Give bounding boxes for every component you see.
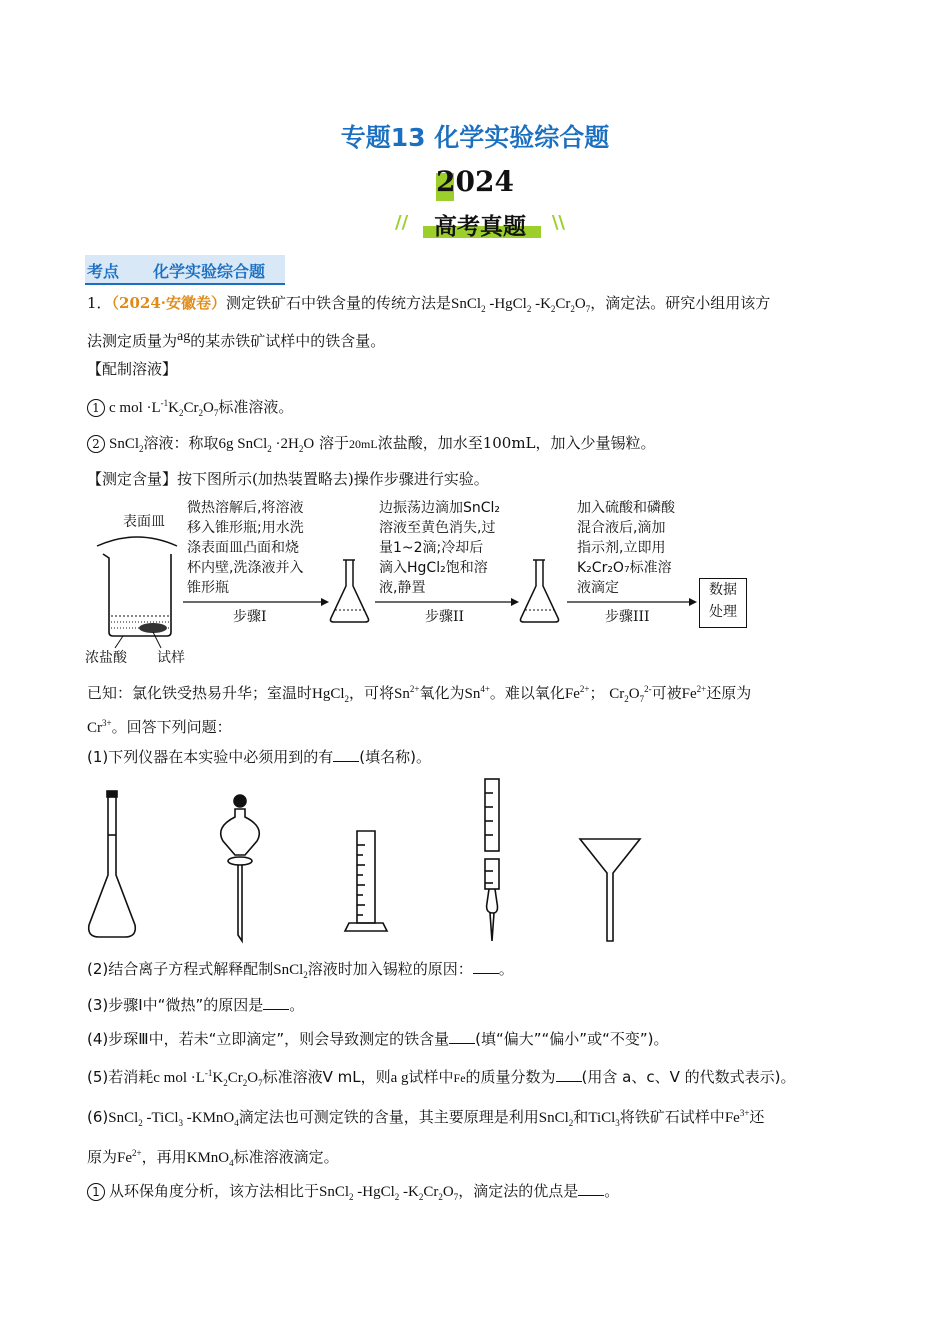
banner-slash-left-icon: //: [395, 212, 409, 233]
question-1: (1)下列仪器在本实验中必须用到的有 (填名称)。: [87, 748, 431, 766]
question-intro-line1: 1．（2024·安徽卷）测定铁矿石中铁含量的传统方法是SnCl$_2$ -HgCl$_2$ $-K_2Cr_2O_7$，滴定法。研究小组用该方: [87, 294, 771, 314]
answer-blank-3[interactable]: [263, 995, 289, 1010]
question-6-line1: (6)SnCl$_2$ -TiCl$_3$ -KMnO$_4$滴定法也可测定铁的含量，其主要原理是利用SnCl$_2$和TiCl$_3$将铁矿石试样中$Fe^{3+}$还: [87, 1108, 765, 1128]
beaker-icon: [103, 554, 171, 636]
volumetric-flask-icon: [89, 791, 136, 937]
question-intro-line2: 法测定质量为$^{ag}$的某赤铁矿试样中的铁含量。: [87, 329, 386, 350]
answer-blank-4[interactable]: [449, 1029, 475, 1044]
question-5: (5)若消耗c mol $\cdot L^{-1}K_2Cr_2O_7$标准溶液V mL，则a g试样中Fe的质量分数为 (用含 a、c、V 的代数式表示)。: [87, 1068, 796, 1088]
question-source: （2024·安徽卷）: [111, 294, 227, 312]
question-3: (3)步骤Ⅰ中“微热”的原因是 。: [87, 996, 305, 1014]
page-title: 专题13 化学实验综合题: [340, 123, 610, 152]
measure-header: 【测定含量】按下图所示(加热装置略去)操作步骤进行实验。: [87, 470, 489, 488]
known-line2: $Cr^{3+}$。回答下列问题：: [87, 718, 232, 736]
step2-label: 步骤II: [425, 609, 465, 625]
question-6-part-1: 1 从环保角度分析，该方法相比于SnCl$_2$ -HgCl$_2$ $-K_2Cr_2O_7$，滴定法的优点是 。: [87, 1180, 880, 1208]
label-watch-glass: 表面皿: [123, 514, 165, 530]
section-name: 化学实验综合题: [153, 262, 266, 281]
circled-one-icon: 1: [87, 399, 105, 417]
funnel-icon: [580, 839, 640, 941]
known-line1: 已知：氯化铁受热易升华；室温时HgCl$_2$，可将$Sn^{2+}$氧化为$Sn^{4+}$。难以氧化$Fe^{2+}$； $Cr_2O_7^{2-}$可被$Fe^{2+}$还原为: [87, 684, 752, 704]
step2-description: 边振荡边滴加SnCl₂ 溶液至黄色消失,过 量1~2滴;冷却后 滴入HgCl₂饱和溶 液,静置: [379, 500, 501, 596]
procedure-flow-diagram: [85, 498, 755, 673]
exam-banner-label: 高考真题: [434, 214, 526, 240]
question-6-line2: 原为$Fe^{2+}$，再用KMnO$_4$标准溶液滴定。: [87, 1148, 339, 1168]
answer-blank-5[interactable]: [556, 1067, 582, 1082]
data-processing-box: 数据 处理: [699, 578, 747, 628]
label-hcl: 浓盐酸: [85, 650, 127, 666]
step3-description: 加入硫酸和磷酸 混合液后,滴加 指示剂,立即用 K₂Cr₂O₇标准溶 液滴定: [577, 500, 675, 596]
section-header: [85, 255, 285, 285]
watch-glass-icon: [97, 537, 177, 546]
instrument-row: [75, 775, 675, 950]
answer-blank-1[interactable]: [333, 747, 359, 762]
prep-item-1: 1 c mol $\cdot L^{-1}K_2Cr_2O_7$标准溶液。: [87, 392, 880, 424]
prep-item-2: 2 SnCl$_2$溶液：称取6g SnCl$_2$ $\cdot 2H_2O$ 溶于20mL浓盐酸，加水至100mL，加入少量锡粒。: [87, 432, 880, 460]
exam-banner: [395, 206, 565, 240]
circled-two-icon: 2: [87, 435, 105, 453]
question-2: (2)结合离子方程式解释配制SnCl$_2$溶液时加入锡粒的原因： 。: [87, 960, 514, 980]
answer-blank-2[interactable]: [473, 959, 499, 974]
conical-flask-2-icon: [520, 560, 558, 622]
circled-one-icon: 1: [87, 1183, 105, 1201]
banner-slash-right-icon: \\: [551, 212, 565, 233]
year-label: 2024: [436, 165, 514, 198]
prep-header: 【配制溶液】: [87, 360, 178, 378]
answer-blank-6[interactable]: [578, 1181, 604, 1196]
step3-label: 步骤III: [605, 609, 650, 625]
step1-label: 步骤I: [233, 609, 267, 625]
section-tag: 考点: [87, 262, 120, 281]
step1-description: 微热溶解后,将溶液 移入锥形瓶;用水洗 涤表面皿凸面和烧 杯内壁,洗涤液并入 锥形瓶: [187, 500, 304, 596]
separatory-funnel-icon: [221, 795, 260, 941]
graduated-cylinder-icon: [345, 831, 387, 931]
question-4: (4)步琛Ⅲ中，若未“立即滴定”，则会导致测定的铁含量 (填“偏大”“偏小”或“不变”)。: [87, 1030, 669, 1048]
conical-flask-1-icon: [330, 560, 368, 622]
label-sample: 试样: [157, 650, 185, 666]
burette-icon: [485, 779, 499, 941]
